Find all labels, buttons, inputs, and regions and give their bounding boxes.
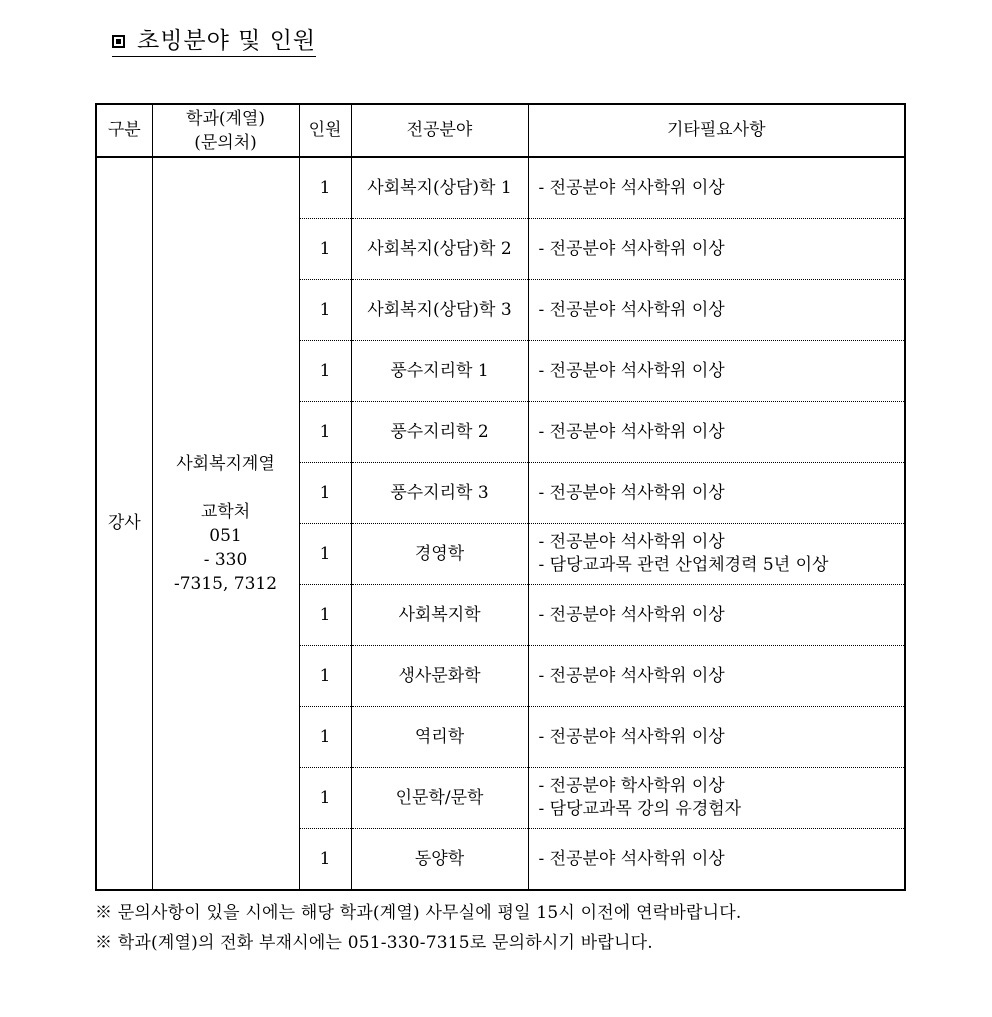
cell-field: 사회복지학 bbox=[351, 585, 528, 646]
cell-note bbox=[528, 646, 905, 707]
cell-field: 생사문화학 bbox=[351, 646, 528, 707]
note-line: - 전공분야 석사학위 이상 bbox=[538, 848, 725, 869]
note-line: - 전공분야 석사학위 이상 bbox=[538, 421, 725, 442]
cell-field: 사회복지(상담)학 2 bbox=[351, 219, 528, 280]
cell-count: 1 bbox=[299, 463, 351, 524]
cell-type: 강사 bbox=[96, 157, 152, 890]
footnotes bbox=[95, 898, 741, 958]
cell-count: 1 bbox=[299, 157, 351, 219]
header-dept bbox=[152, 104, 299, 157]
cell-note bbox=[528, 524, 905, 585]
note-line: - 전공분야 석사학위 이상 bbox=[538, 238, 725, 259]
cell-count: 1 bbox=[299, 219, 351, 280]
header-field: 전공분야 bbox=[351, 104, 528, 157]
cell-note bbox=[528, 707, 905, 768]
cell-field: 풍수지리학 1 bbox=[351, 341, 528, 402]
cell-note bbox=[528, 463, 905, 524]
note-line: - 전공분야 학사학위 이상 bbox=[538, 776, 725, 796]
note-line: - 전공분야 석사학위 이상 bbox=[538, 604, 725, 625]
cell-note bbox=[528, 219, 905, 280]
dept-name: 사회복지계열 bbox=[176, 453, 275, 474]
cell-count: 1 bbox=[299, 829, 351, 891]
cell-field: 인문학/문학 bbox=[351, 768, 528, 829]
table-body bbox=[96, 157, 905, 890]
cell-count: 1 bbox=[299, 646, 351, 707]
cell-note bbox=[528, 341, 905, 402]
cell-note bbox=[528, 402, 905, 463]
cell-note bbox=[528, 585, 905, 646]
cell-field: 경영학 bbox=[351, 524, 528, 585]
note-line: - 전공분야 석사학위 이상 bbox=[538, 532, 725, 552]
recruitment-table bbox=[95, 103, 906, 891]
header-dept-line1: 학과(계열) bbox=[186, 108, 265, 129]
cell-count: 1 bbox=[299, 524, 351, 585]
table-header-row bbox=[96, 104, 905, 157]
dept-phone-line3: -7315, 7312 bbox=[173, 573, 278, 594]
cell-count: 1 bbox=[299, 280, 351, 341]
table-row bbox=[96, 157, 905, 219]
cell-count: 1 bbox=[299, 707, 351, 768]
cell-note bbox=[528, 829, 905, 891]
header-count: 인원 bbox=[299, 104, 351, 157]
cell-count: 1 bbox=[299, 341, 351, 402]
cell-note bbox=[528, 157, 905, 219]
cell-field: 풍수지리학 3 bbox=[351, 463, 528, 524]
note-line: - 전공분야 석사학위 이상 bbox=[538, 726, 725, 747]
header-type: 구분 bbox=[96, 104, 152, 157]
dept-phone-line1: 051 bbox=[209, 525, 242, 546]
footnote-2: ※ 학과(계열)의 전화 부재시에는 051-330-7315로 문의하시기 바랍니다. bbox=[95, 933, 653, 953]
footnote-1: ※ 문의사항이 있을 시에는 해당 학과(계열) 사무실에 평일 15시 이전에 연락바랍니다. bbox=[95, 903, 742, 923]
note-line: - 전공분야 석사학위 이상 bbox=[538, 360, 725, 381]
cell-field: 풍수지리학 2 bbox=[351, 402, 528, 463]
cell-field: 사회복지(상담)학 1 bbox=[351, 157, 528, 219]
dept-phone-line2: - 330 bbox=[203, 549, 248, 570]
cell-count: 1 bbox=[299, 768, 351, 829]
header-note: 기타필요사항 bbox=[528, 104, 905, 157]
note-line: - 담당교과목 관련 산업체경력 5년 이상 bbox=[538, 555, 829, 575]
cell-field: 역리학 bbox=[351, 707, 528, 768]
cell-note bbox=[528, 768, 905, 829]
header-dept-line2: (문의처) bbox=[194, 132, 257, 153]
cell-field: 사회복지(상담)학 3 bbox=[351, 280, 528, 341]
note-line: - 전공분야 석사학위 이상 bbox=[538, 482, 725, 503]
note-line: - 전공분야 석사학위 이상 bbox=[538, 299, 725, 320]
note-line: - 담당교과목 강의 유경험자 bbox=[538, 799, 742, 819]
cell-count: 1 bbox=[299, 585, 351, 646]
cell-field: 동양학 bbox=[351, 829, 528, 891]
dept-spacer bbox=[153, 476, 299, 500]
dept-contact-label: 교학처 bbox=[200, 501, 251, 522]
note-line: - 전공분야 석사학위 이상 bbox=[538, 665, 725, 686]
cell-count: 1 bbox=[299, 402, 351, 463]
note-line: - 전공분야 석사학위 이상 bbox=[538, 177, 725, 198]
cell-dept bbox=[152, 157, 299, 890]
section-title bbox=[112, 26, 316, 57]
section-title-text: 초빙분야 및 인원 bbox=[137, 28, 317, 54]
cell-note bbox=[528, 280, 905, 341]
square-bullet-icon bbox=[112, 35, 125, 48]
